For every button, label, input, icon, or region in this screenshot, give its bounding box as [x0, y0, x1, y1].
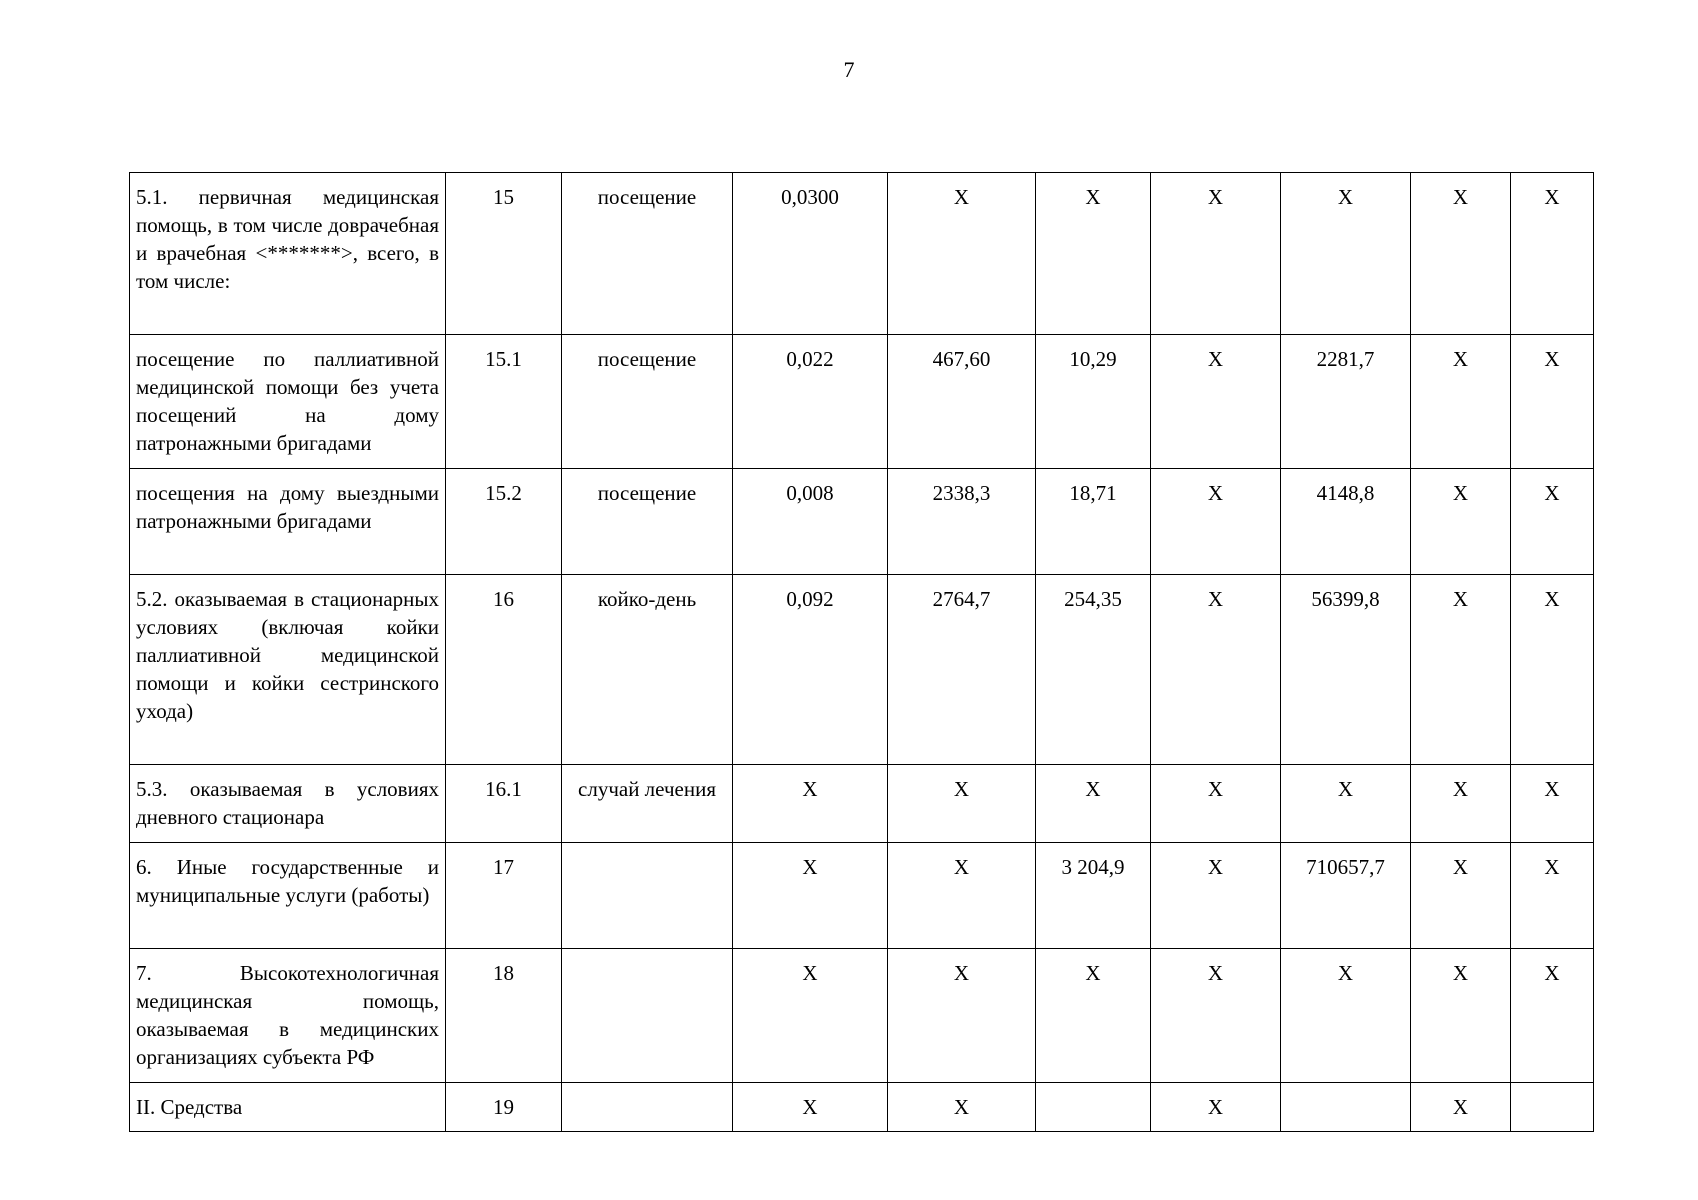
cell-indicator-name: 5.3. оказываемая в условиях дневного стационара [130, 765, 446, 843]
cell-indicator-name: II. Средства [130, 1083, 446, 1132]
cell-col-6: 18,71 [1036, 469, 1151, 575]
cell-row-number: 15.1 [446, 335, 562, 469]
cell-col-7: Х [1151, 1083, 1281, 1132]
cell-col-7: Х [1151, 173, 1281, 335]
cell-col-6: 3 204,9 [1036, 843, 1151, 949]
cell-col-10: Х [1511, 469, 1594, 575]
cell-indicator-name: 5.2. оказываемая в стационарных условиях (включая койки паллиативной медицинской помощи и койки сестринского ухода) [130, 575, 446, 765]
cell-col-8: 56399,8 [1281, 575, 1411, 765]
table-row [130, 335, 1594, 469]
table-body [130, 173, 1594, 1132]
cell-unit: случай лечения [562, 765, 733, 843]
cell-col-5: Х [888, 173, 1036, 335]
cell-col-10: Х [1511, 335, 1594, 469]
cell-row-number: 18 [446, 949, 562, 1083]
cell-unit: посещение [562, 173, 733, 335]
cell-col-6: 10,29 [1036, 335, 1151, 469]
cell-col-9: Х [1411, 765, 1511, 843]
cell-col-10 [1511, 1083, 1594, 1132]
cell-col-8: 4148,8 [1281, 469, 1411, 575]
cell-col-10: Х [1511, 765, 1594, 843]
cell-col-10: Х [1511, 843, 1594, 949]
cell-col-10: Х [1511, 173, 1594, 335]
cell-row-number: 15 [446, 173, 562, 335]
cell-indicator-name: 7. Высокотехнологичная медицинская помощь, оказываемая в медицинских организациях субъекта РФ [130, 949, 446, 1083]
cell-col-4: 0,0300 [733, 173, 888, 335]
cell-row-number: 17 [446, 843, 562, 949]
cell-col-5: Х [888, 949, 1036, 1083]
cell-col-5: 467,60 [888, 335, 1036, 469]
cell-col-6: 254,35 [1036, 575, 1151, 765]
cell-col-4: Х [733, 843, 888, 949]
cell-col-6: Х [1036, 949, 1151, 1083]
table-row [130, 1083, 1594, 1132]
cell-col-9: Х [1411, 575, 1511, 765]
cell-col-8 [1281, 1083, 1411, 1132]
cell-indicator-name: 6. Иные государственные и муниципальные услуги (работы) [130, 843, 446, 949]
cell-indicator-name: посещения на дому выездными патронажными бригадами [130, 469, 446, 575]
cell-col-4: Х [733, 949, 888, 1083]
cell-col-7: Х [1151, 575, 1281, 765]
cell-col-4: 0,008 [733, 469, 888, 575]
cell-col-4: Х [733, 1083, 888, 1132]
cell-col-9: Х [1411, 335, 1511, 469]
cell-col-5: 2764,7 [888, 575, 1036, 765]
table-row [130, 765, 1594, 843]
cell-col-7: Х [1151, 765, 1281, 843]
table-row [130, 949, 1594, 1083]
cell-unit [562, 1083, 733, 1132]
cell-col-5: 2338,3 [888, 469, 1036, 575]
cell-col-7: Х [1151, 335, 1281, 469]
cell-col-9: Х [1411, 1083, 1511, 1132]
cell-col-6 [1036, 1083, 1151, 1132]
cell-col-10: Х [1511, 949, 1594, 1083]
financing-table [129, 172, 1594, 1132]
page-number: 7 [843, 57, 855, 82]
cell-col-9: Х [1411, 949, 1511, 1083]
cell-col-5: Х [888, 843, 1036, 949]
cell-col-8: Х [1281, 173, 1411, 335]
cell-row-number: 16 [446, 575, 562, 765]
cell-row-number: 15.2 [446, 469, 562, 575]
cell-col-9: Х [1411, 469, 1511, 575]
cell-col-6: Х [1036, 173, 1151, 335]
cell-unit: посещение [562, 335, 733, 469]
table-row [130, 843, 1594, 949]
cell-col-8: Х [1281, 765, 1411, 843]
cell-indicator-name: посещение по паллиативной медицинской помощи без учета посещений на дому патронажными бригадами [130, 335, 446, 469]
cell-unit: посещение [562, 469, 733, 575]
cell-col-5: Х [888, 765, 1036, 843]
cell-unit [562, 949, 733, 1083]
cell-col-9: Х [1411, 173, 1511, 335]
cell-col-10: Х [1511, 575, 1594, 765]
cell-row-number: 19 [446, 1083, 562, 1132]
cell-unit: койко-день [562, 575, 733, 765]
cell-col-4: 0,092 [733, 575, 888, 765]
cell-col-7: Х [1151, 843, 1281, 949]
cell-col-4: 0,022 [733, 335, 888, 469]
cell-col-7: Х [1151, 469, 1281, 575]
table-row [130, 173, 1594, 335]
cell-col-5: Х [888, 1083, 1036, 1132]
cell-col-7: Х [1151, 949, 1281, 1083]
cell-indicator-name: 5.1. первичная медицинская помощь, в том числе доврачебная и врачебная <*******>, всего, в том числе: [130, 173, 446, 335]
table-row [130, 469, 1594, 575]
cell-col-4: Х [733, 765, 888, 843]
cell-col-8: 2281,7 [1281, 335, 1411, 469]
table-row [130, 575, 1594, 765]
cell-col-9: Х [1411, 843, 1511, 949]
cell-unit [562, 843, 733, 949]
cell-col-6: Х [1036, 765, 1151, 843]
cell-col-8: 710657,7 [1281, 843, 1411, 949]
cell-row-number: 16.1 [446, 765, 562, 843]
cell-col-8: Х [1281, 949, 1411, 1083]
